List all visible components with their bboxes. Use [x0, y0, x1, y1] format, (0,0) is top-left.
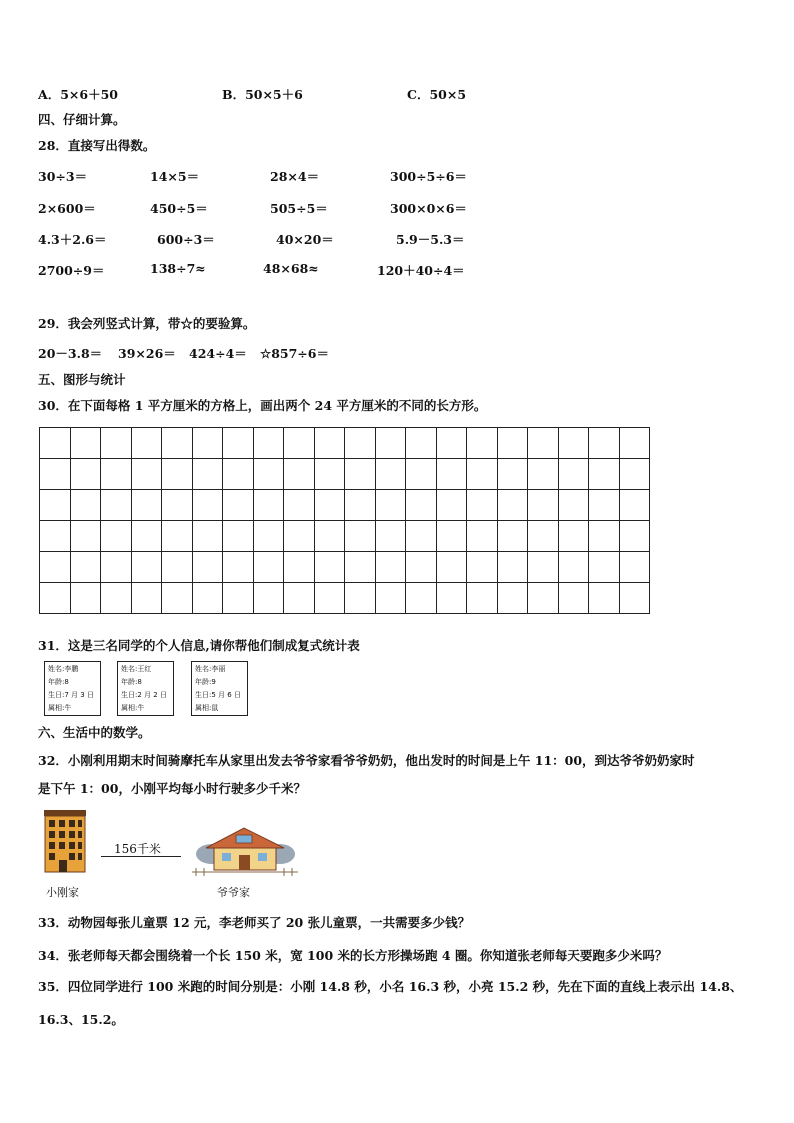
grid-row [40, 428, 650, 459]
q32-line-2: 是下午 1：00，小刚平均每小时行驶多少千米？ [38, 781, 306, 796]
grid-cell[interactable] [436, 459, 467, 490]
grid-cell[interactable] [345, 583, 376, 614]
card-zodiac: 属相:牛 [121, 704, 145, 712]
q29-item: 39×26＝ [118, 346, 176, 361]
grid-cell[interactable] [70, 459, 101, 490]
grid-cell[interactable] [589, 552, 620, 583]
grid-cell[interactable] [314, 521, 345, 552]
grid-cell[interactable] [162, 552, 193, 583]
grid-cell[interactable] [589, 459, 620, 490]
grid-cell[interactable] [528, 459, 559, 490]
section-5-heading: 五、图形与统计 [38, 372, 126, 387]
q29-item: ☆857÷6＝ [260, 346, 329, 361]
grandpa-house-label: 爷爷家 [217, 886, 250, 899]
calc-item: 30÷3＝ [38, 169, 88, 184]
grid-cell[interactable] [375, 521, 406, 552]
grid-cell[interactable] [314, 428, 345, 459]
grid-cell[interactable] [223, 490, 254, 521]
grid-cell[interactable] [375, 552, 406, 583]
grid-cell[interactable] [131, 552, 162, 583]
grid-cell[interactable] [70, 583, 101, 614]
grid-cell[interactable] [223, 459, 254, 490]
calc-item: 40×20＝ [276, 232, 334, 247]
grid-cell[interactable] [375, 583, 406, 614]
grid-cell[interactable] [253, 583, 284, 614]
distance-label: 156千米 [114, 842, 161, 856]
q31-title: 31．这是三名同学的个人信息,请你帮他们制成复式统计表 [38, 638, 360, 653]
info-card-li-li [191, 661, 248, 716]
grid-cell[interactable] [70, 428, 101, 459]
grid-cell[interactable] [162, 490, 193, 521]
option-b: B．50×5＋6 [222, 87, 303, 102]
card-zodiac: 属相:鼠 [195, 704, 219, 712]
grid-row [40, 521, 650, 552]
calc-item: 505÷5＝ [270, 201, 328, 216]
grid-cell[interactable] [558, 521, 589, 552]
home-label: 小刚家 [46, 886, 79, 899]
grid-cell[interactable] [192, 459, 223, 490]
grid-cell[interactable] [131, 490, 162, 521]
grid-cell[interactable] [558, 583, 589, 614]
grid-cell[interactable] [619, 490, 650, 521]
calc-item: 4.3＋2.6＝ [38, 232, 107, 247]
option-c: C．50×5 [407, 87, 467, 102]
grid-cell[interactable] [619, 552, 650, 583]
grid-cell[interactable] [345, 521, 376, 552]
card-birthday: 生日:7 月 3 日 [48, 691, 94, 699]
grid-cell[interactable] [589, 490, 620, 521]
grid-cell[interactable] [40, 552, 71, 583]
calc-item: 300÷5÷6＝ [390, 169, 467, 184]
info-card-li-peng [44, 661, 101, 716]
grid-cell[interactable] [619, 459, 650, 490]
grid-cell[interactable] [528, 490, 559, 521]
grid-cell[interactable] [558, 428, 589, 459]
grid-cell[interactable] [375, 490, 406, 521]
section-6-heading: 六、生活中的数学。 [38, 725, 151, 740]
grid-cell[interactable] [70, 490, 101, 521]
grid-cell[interactable] [375, 428, 406, 459]
grid-cell[interactable] [406, 583, 437, 614]
grid-cell[interactable] [131, 459, 162, 490]
grid-cell[interactable] [40, 459, 71, 490]
grid-cell[interactable] [314, 583, 345, 614]
grid-cell[interactable] [101, 459, 132, 490]
card-birthday: 生日:2 月 2 日 [121, 691, 167, 699]
grid-cell[interactable] [253, 521, 284, 552]
calc-item: 2×600＝ [38, 201, 96, 216]
q29-title: 29．我会列竖式计算，带☆的要验算。 [38, 316, 256, 331]
card-zodiac: 属相:牛 [48, 704, 72, 712]
grid-cell[interactable] [436, 428, 467, 459]
grid-cell[interactable] [192, 490, 223, 521]
grid-row [40, 552, 650, 583]
grid-cell[interactable] [558, 459, 589, 490]
grid-cell[interactable] [558, 490, 589, 521]
grid-cell[interactable] [436, 583, 467, 614]
grid-cell[interactable] [284, 490, 315, 521]
grid-cell[interactable] [192, 583, 223, 614]
grid-cell[interactable] [436, 521, 467, 552]
grid-cell[interactable] [406, 521, 437, 552]
grid-cell[interactable] [223, 521, 254, 552]
grid-cell[interactable] [284, 583, 315, 614]
grid-cell[interactable] [253, 428, 284, 459]
grid-cell[interactable] [497, 521, 528, 552]
card-name: 姓名:李鹏 [48, 665, 79, 673]
grid-cell[interactable] [589, 521, 620, 552]
grid-cell[interactable] [467, 428, 498, 459]
card-age: 年龄:8 [48, 678, 69, 686]
grid-cell[interactable] [70, 521, 101, 552]
calc-item: 450÷5＝ [150, 201, 208, 216]
card-birthday: 生日:5 月 6 日 [195, 691, 241, 699]
grid-cell[interactable] [284, 459, 315, 490]
q35-line-2: 16.3、15.2。 [38, 1012, 124, 1027]
grid-cell[interactable] [192, 428, 223, 459]
grid-cell[interactable] [101, 521, 132, 552]
grid-cell[interactable] [528, 552, 559, 583]
grid-cell[interactable] [192, 552, 223, 583]
grid-cell[interactable] [284, 521, 315, 552]
q33-text: 33．动物园每张儿童票 12 元，李老师买了 20 张儿童票，一共需要多少钱？ [38, 915, 471, 930]
option-a: A．5×6＋50 [38, 87, 118, 102]
grid-cell[interactable] [131, 583, 162, 614]
section-4-heading: 四、仔细计算。 [38, 112, 126, 127]
grid-cell[interactable] [528, 583, 559, 614]
grid-cell[interactable] [497, 552, 528, 583]
calc-item: 5.9－5.3＝ [396, 232, 465, 247]
grid-cell[interactable] [192, 521, 223, 552]
grid-cell[interactable] [345, 490, 376, 521]
grid-cell[interactable] [619, 583, 650, 614]
grid-row [40, 490, 650, 521]
grid-cell[interactable] [70, 552, 101, 583]
grid-row [40, 459, 650, 490]
grid-cell[interactable] [223, 583, 254, 614]
grid-cell[interactable] [436, 552, 467, 583]
grid-cell[interactable] [40, 521, 71, 552]
grid-cell[interactable] [406, 490, 437, 521]
grid-cell[interactable] [528, 521, 559, 552]
grid-cell[interactable] [497, 459, 528, 490]
grid-cell[interactable] [497, 428, 528, 459]
q35-line-1: 35．四位同学进行 100 米跑的时间分别是：小刚 14.8 秒，小名 16.3 秒，小亮 15.2 秒，先在下面的直线上表示出 14.8、 [38, 979, 743, 994]
calc-item: 2700÷9＝ [38, 263, 105, 278]
grid-cell[interactable] [467, 552, 498, 583]
grid-cell[interactable] [284, 428, 315, 459]
q29-item: 424÷4＝ [189, 346, 247, 361]
q32-line-1: 32．小刚利用期末时间骑摩托车从家里出发去爷爷家看爷爷奶奶，他出发时的时间是上午 11：00，到达爷爷奶奶家时 [38, 753, 695, 768]
grid-cell[interactable] [284, 552, 315, 583]
q29-item: 20－3.8＝ [38, 346, 103, 361]
card-name: 姓名:李丽 [195, 665, 226, 673]
grid-cell[interactable] [467, 459, 498, 490]
grid-cell[interactable] [162, 459, 193, 490]
calc-item: 138÷7≈ [150, 261, 206, 276]
grid-cell[interactable] [619, 521, 650, 552]
grid-cell[interactable] [314, 552, 345, 583]
grid-cell[interactable] [162, 521, 193, 552]
grid-cell[interactable] [40, 583, 71, 614]
square-grid[interactable] [39, 427, 650, 614]
card-name: 姓名:王红 [121, 665, 152, 673]
grid-cell[interactable] [40, 428, 71, 459]
grid-cell[interactable] [40, 490, 71, 521]
card-age: 年龄:8 [121, 678, 142, 686]
grid-cell[interactable] [101, 583, 132, 614]
grid-cell[interactable] [589, 583, 620, 614]
grid-cell[interactable] [162, 428, 193, 459]
calc-item: 14×5＝ [150, 169, 200, 184]
grid-cell[interactable] [406, 552, 437, 583]
grid-cell[interactable] [406, 428, 437, 459]
grid-cell[interactable] [253, 459, 284, 490]
grid-cell[interactable] [223, 552, 254, 583]
grid-cell[interactable] [253, 552, 284, 583]
grid-cell[interactable] [162, 583, 193, 614]
calc-item: 300×0×6＝ [390, 201, 467, 216]
calc-item: 600÷3＝ [157, 232, 215, 247]
q30-text: 30．在下面每格 1 平方厘米的方格上，画出两个 24 平方厘米的不同的长方形。 [38, 398, 487, 413]
q28-title: 28．直接写出得数。 [38, 138, 156, 153]
grid-cell[interactable] [528, 428, 559, 459]
grid-cell[interactable] [314, 490, 345, 521]
grid-cell[interactable] [589, 428, 620, 459]
grid-cell[interactable] [101, 490, 132, 521]
grid-cell[interactable] [619, 428, 650, 459]
grid-cell[interactable] [406, 459, 437, 490]
grid-cell[interactable] [131, 521, 162, 552]
grid-cell[interactable] [101, 428, 132, 459]
grid-cell[interactable] [345, 459, 376, 490]
grid-cell[interactable] [467, 521, 498, 552]
grid-cell[interactable] [314, 459, 345, 490]
grid-cell[interactable] [345, 428, 376, 459]
card-age: 年龄:9 [195, 678, 216, 686]
grid-cell[interactable] [467, 583, 498, 614]
grid-cell[interactable] [497, 583, 528, 614]
grid-cell[interactable] [558, 552, 589, 583]
apartment-building-icon [42, 808, 88, 874]
grid-cell[interactable] [375, 459, 406, 490]
grid-cell[interactable] [436, 490, 467, 521]
grid-cell[interactable] [131, 428, 162, 459]
grid-cell[interactable] [345, 552, 376, 583]
calc-item: 48×68≈ [263, 261, 319, 276]
grid-cell[interactable] [253, 490, 284, 521]
grid-cell[interactable] [467, 490, 498, 521]
grid-cell[interactable] [497, 490, 528, 521]
grid-cell[interactable] [223, 428, 254, 459]
calc-item: 28×4＝ [270, 169, 320, 184]
house-icon [192, 824, 298, 878]
q34-text: 34．张老师每天都会围绕着一个长 150 米，宽 100 米的长方形操场跑 4 圈。你知道张老师每天要跑多少米吗？ [38, 948, 668, 963]
grid-row [40, 583, 650, 614]
grid-cell[interactable] [101, 552, 132, 583]
info-card-wang-hong [117, 661, 174, 716]
calc-item: 120＋40÷4＝ [377, 263, 465, 278]
